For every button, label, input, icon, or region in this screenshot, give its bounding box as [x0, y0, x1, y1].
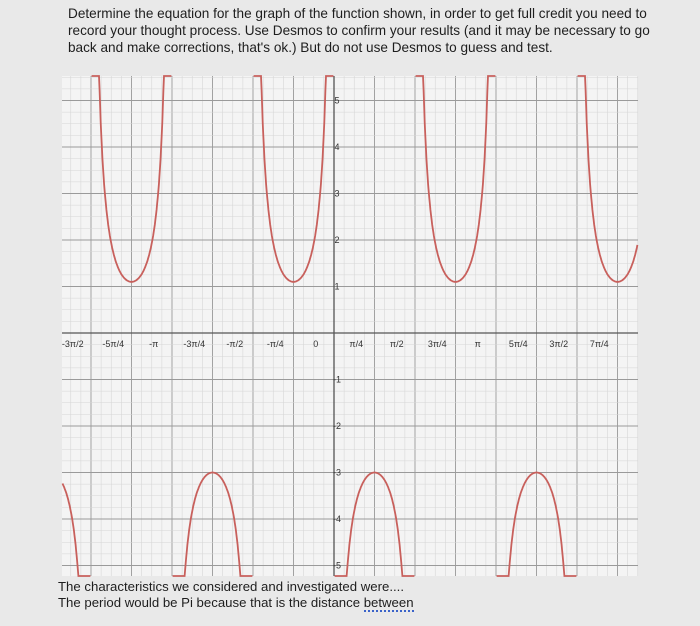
y-tick-label: -3 [332, 467, 342, 478]
plot-background [62, 76, 638, 576]
answer-line-2-text: The period would be Pi because that is the distance [58, 595, 364, 610]
y-tick-label: -1 [332, 374, 342, 385]
x-tick-label: π/4 [349, 339, 364, 349]
answer-text [58, 579, 538, 611]
x-tick-label: -π/2 [226, 339, 244, 349]
x-tick-label: -3π/2 [61, 339, 84, 349]
y-tick-label: -2 [332, 421, 342, 431]
answer-line-1: The characteristics we considered and investigated were.... [58, 579, 404, 594]
x-tick-label: 3π/2 [549, 339, 569, 349]
y-tick-label: 2 [334, 235, 340, 245]
x-tick-label: 0 [313, 339, 319, 349]
x-tick-label: π [474, 339, 481, 349]
answer-line-2 [58, 595, 538, 611]
x-tick-label: -π/4 [266, 339, 284, 349]
x-tick-label: 3π/4 [427, 339, 447, 349]
x-tick-label: 7π/4 [589, 339, 609, 349]
y-tick-label: 3 [334, 188, 340, 199]
y-tick-label: -5 [332, 560, 342, 571]
x-tick-label: -π [149, 339, 159, 349]
x-tick-label: -3π/4 [183, 339, 206, 349]
x-tick-label: π/2 [389, 339, 404, 349]
y-tick-label: 5 [334, 95, 340, 106]
x-tick-label: 5π/4 [508, 339, 528, 349]
y-tick-label: -4 [332, 514, 342, 524]
answer-line-2-underlined[interactable]: between [363, 595, 414, 610]
problem-prompt: Determine the equation for the graph of the function shown, in order to get full credit you need to record your thought process. Use Desmos to confirm your results (and it may be necessary to go back and make corrections, that's ok.) But do not use Desmos to guess and test. [68, 6, 650, 55]
y-tick-label: 4 [334, 142, 340, 152]
x-tick-label: -5π/4 [102, 339, 125, 349]
y-tick-label: 1 [334, 281, 340, 292]
